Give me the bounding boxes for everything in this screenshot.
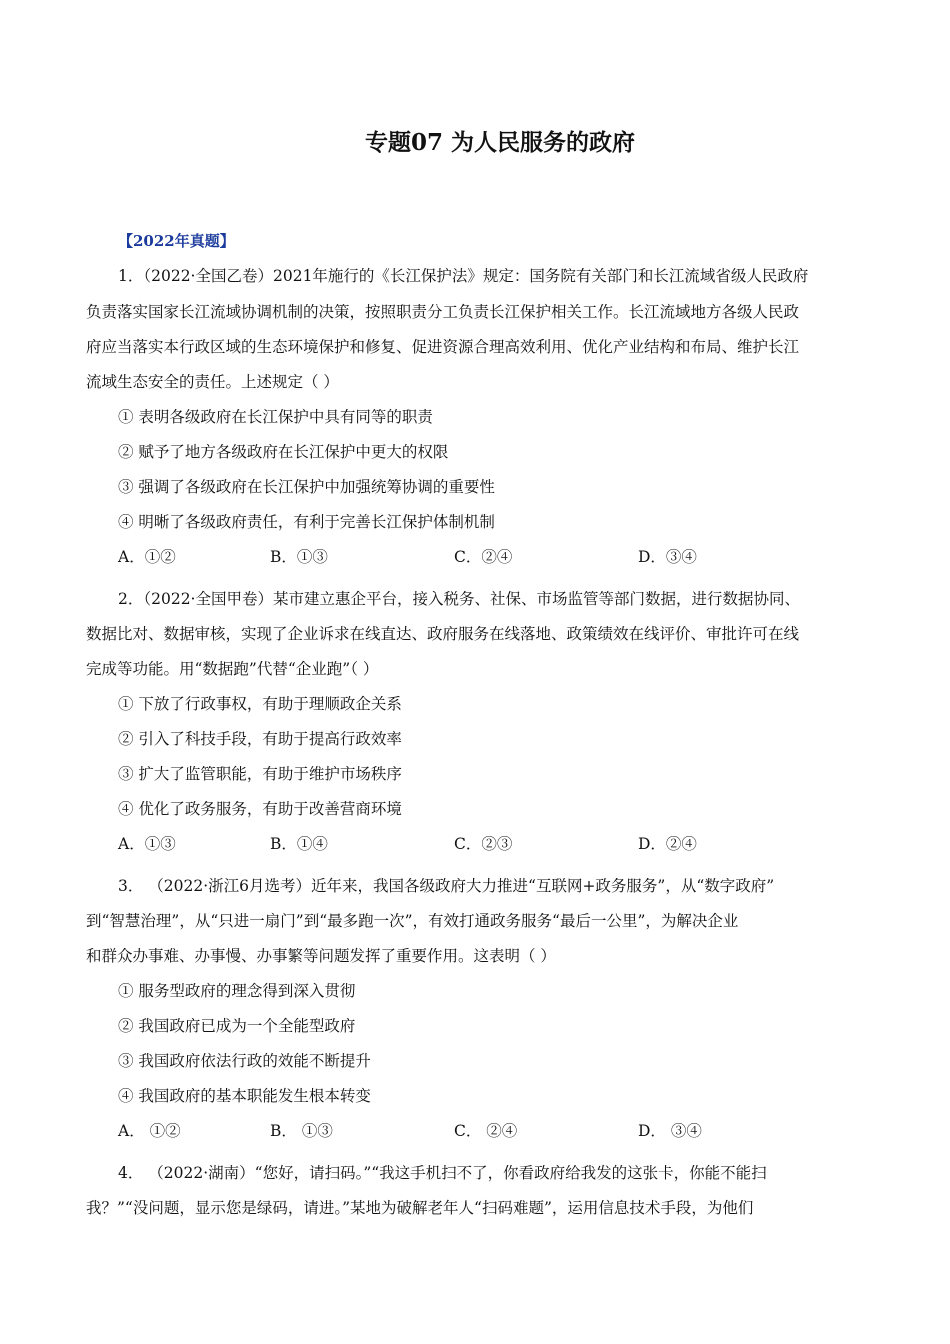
q3-option-d: D． ③④: [638, 1122, 702, 1140]
q2-item-3: ③ 扩大了监管职能，有助于维护市场秩序: [118, 765, 402, 783]
q3-item-3: ③ 我国政府依法行政的效能不断提升: [118, 1052, 371, 1070]
q3-item-1: ① 服务型政府的理念得到深入贯彻: [118, 982, 356, 1000]
q4-line-2: 我？”“没问题，显示您是绿码，请进。”某地为破解老年人“扫码难题”，运用信息技术手段，为他们: [86, 1199, 754, 1217]
q2-option-c: C．②③: [454, 835, 513, 853]
q3-line-1: 3． （2022·浙江6月选考）近年来，我国各级政府大力推进“互联网+政务服务”，从“数字政府”: [118, 877, 775, 895]
q2-option-a: A．①③: [118, 835, 176, 853]
q2-item-1: ① 下放了行政事权，有助于理顺政企关系: [118, 695, 402, 713]
q1-line-2: 负责落实国家长江流域协调机制的决策，按照职责分工负责长江保护相关工作。长江流域地方各级人民政: [86, 303, 800, 321]
q2-line-2: 数据比对、数据审核，实现了企业诉求在线直达、政府服务在线落地、政策绩效在线评价、审批许可在线: [86, 625, 800, 643]
q2-option-b: B．①④: [270, 835, 328, 853]
q3-item-4: ④ 我国政府的基本职能发生根本转变: [118, 1087, 371, 1105]
q2-item-4: ④ 优化了政务服务，有助于改善营商环境: [118, 800, 402, 818]
q3-option-c: C． ②④: [454, 1122, 518, 1140]
q1-options: [118, 545, 818, 567]
q1-option-c: C．②④: [454, 548, 513, 566]
page-title: 专题07 为人民服务的政府: [364, 129, 635, 156]
q1-item-4: ④ 明晰了各级政府责任，有利于完善长江保护体制机制: [118, 513, 495, 531]
q3-option-b: B． ①③: [270, 1122, 333, 1140]
q1-option-d: D．③④: [638, 548, 697, 566]
q3-line-2: 到“智慧治理”，从“只进一扇门”到“最多跑一次”，有效打通政务服务“最后一公里”，为解决企业: [86, 912, 739, 930]
q1-option-a: A．①②: [118, 548, 176, 566]
q2-options: [118, 832, 818, 854]
q1-option-b: B．①③: [270, 548, 328, 566]
q2-option-d: D．②④: [638, 835, 697, 853]
q2-line-1: 2．（2022·全国甲卷）某市建立惠企平台，接入税务、社保、市场监管等部门数据，进行数据协同、: [118, 590, 800, 608]
q1-item-3: ③ 强调了各级政府在长江保护中加强统筹协调的重要性: [118, 478, 495, 496]
section-heading: 【2022年真题】: [118, 232, 235, 250]
q3-options: [118, 1119, 818, 1141]
q2-line-3: 完成等功能。用“数据跑”代替“企业跑”（ ）: [86, 660, 379, 678]
q1-line-3: 府应当落实本行政区域的生态环境保护和修复、促进资源合理高效利用、优化产业结构和布局、维护长江: [86, 338, 800, 356]
q1-line-4: 流域生态安全的责任。上述规定（ ）: [86, 373, 339, 391]
q3-option-a: A． ①②: [118, 1122, 181, 1140]
q4-line-1: 4． （2022·湖南）“您好，请扫码。”“我这手机扫不了，你看政府给我发的这张卡，你能不能扫: [118, 1164, 767, 1182]
q1-item-1: ① 表明各级政府在长江保护中具有同等的职责: [118, 408, 433, 426]
q1-line-1: 1．（2022·全国乙卷）2021年施行的《长江保护法》规定：国务院有关部门和长江流域省级人民政府: [118, 267, 809, 285]
q2-item-2: ② 引入了科技手段，有助于提高行政效率: [118, 730, 402, 748]
q1-item-2: ② 赋予了地方各级政府在长江保护中更大的权限: [118, 443, 449, 461]
q3-item-2: ② 我国政府已成为一个全能型政府: [118, 1017, 356, 1035]
q3-line-3: 和群众办事难、办事慢、办事繁等问题发挥了重要作用。这表明（ ）: [86, 947, 556, 965]
